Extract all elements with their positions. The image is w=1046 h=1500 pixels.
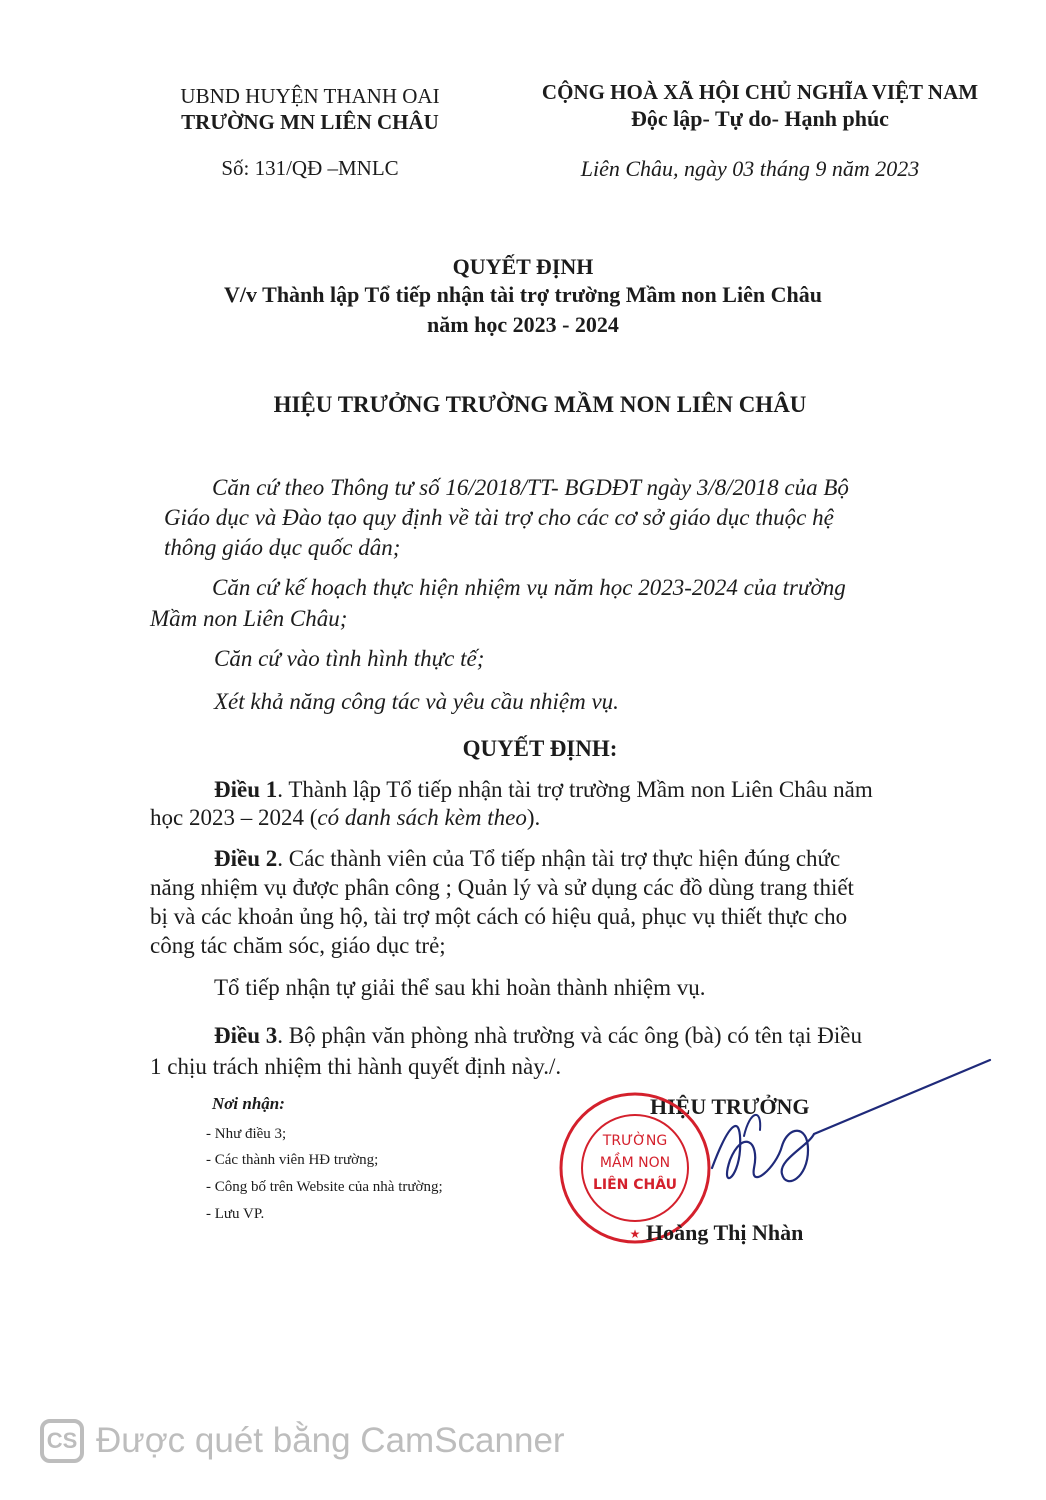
doc-title: QUYẾT ĐỊNH: [452, 254, 594, 279]
preamble-2-line-1: Căn cứ kế hoạch thực hiện nhiệm vụ năm học 2023-2024 của trường: [212, 575, 846, 600]
article-2-note: Tổ tiếp nhận tự giải thể sau khi hoàn thành nhiệm vụ.: [214, 975, 706, 1000]
article-2-line-1: [214, 843, 840, 874]
doc-subject-line-2: năm học 2023 - 2024: [427, 312, 619, 337]
svg-text:★: ★: [629, 1227, 641, 1241]
article-1-attachment-note: có danh sách kèm theo: [317, 805, 527, 830]
nation-line-2: Độc lập- Tự do- Hạnh phúc: [631, 106, 889, 131]
signatory-name: Hoàng Thị Nhàn: [646, 1220, 804, 1245]
signature-role: HIỆU TRƯỞNG: [650, 1094, 810, 1119]
camscanner-watermark: [40, 1413, 565, 1469]
preamble-4: Xét khả năng công tác và yêu cầu nhiệm vụ.: [214, 689, 619, 714]
article-1-line-2: [150, 802, 540, 833]
recipient-item: - Lưu VP.: [206, 1206, 265, 1222]
recipients-title: Nơi nhận:: [212, 1094, 285, 1113]
org-line-2: TRƯỜNG MN LIÊN CHÂU: [181, 110, 439, 134]
org-line-1: UBND HUYỆN THANH OAI: [180, 84, 440, 108]
article-3-label: Điều 3: [214, 1023, 278, 1048]
nation-line-1: CỘNG HOÀ XÃ HỘI CHỦ NGHĨA VIỆT NAM: [541, 80, 979, 104]
recipient-item: - Như điều 3;: [206, 1126, 287, 1142]
article-2-line-4: công tác chăm sóc, giáo dục trẻ;: [150, 933, 446, 958]
preamble-1-line-2: Giáo dục và Đào tạo quy định về tài trợ cho các cơ sở giáo dục thuộc hệ: [164, 505, 834, 530]
preamble-2-line-2: Mầm non Liên Châu;: [150, 606, 348, 631]
authority-heading: HIỆU TRƯỞNG TRƯỜNG MẦM NON LIÊN CHÂU: [273, 392, 807, 417]
handwritten-signature: [690, 1050, 1010, 1220]
article-1-label: Điều 1: [214, 777, 278, 802]
preamble-1-line-3: thông giáo dục quốc dân;: [164, 535, 401, 560]
article-1-line-1: [214, 774, 873, 805]
article-2-line-3: bị và các khoản ủng hộ, tài trợ một cách có hiệu quả, phục vụ thiết thực cho: [150, 904, 848, 929]
recipient-item: - Các thành viên HĐ trường;: [206, 1152, 379, 1168]
article-1-text: . Thành lập Tổ tiếp nhận tài trợ trường Mầm non Liên Châu năm: [277, 777, 873, 802]
doc-number: Số: 131/QĐ –MNLC: [221, 156, 399, 180]
doc-subject-line-1: V/v Thành lập Tổ tiếp nhận tài trợ trường Mầm non Liên Châu: [224, 282, 822, 307]
stamp-line-1: TRƯỜNG: [602, 1133, 668, 1149]
article-2-text: . Các thành viên của Tổ tiếp nhận tài trợ thực hiện đúng chức: [277, 846, 841, 871]
stamp-line-3: LIÊN CHÂU: [592, 1177, 678, 1193]
recipient-item: - Công bố trên Website của nhà trường;: [206, 1179, 443, 1195]
preamble-3: Căn cứ vào tình hình thực tế;: [214, 646, 485, 671]
stamp-line-2: MẦM NON: [599, 1155, 671, 1171]
camscanner-text: Được quét bằng CamScanner: [96, 1421, 565, 1460]
article-3-text: . Bộ phận văn phòng nhà trường và các ông (bà) có tên tại Điều: [277, 1023, 863, 1048]
place-date: Liên Châu, ngày 03 tháng 9 năm 2023: [580, 156, 920, 181]
article-2-line-2: năng nhiệm vụ được phân công ; Quản lý và sử dụng các đồ dùng trang thiết: [150, 875, 854, 900]
decision-heading: QUYẾT ĐỊNH:: [462, 736, 618, 761]
article-2-label: Điều 2: [214, 846, 278, 871]
article-1-text-2c: ).: [526, 805, 541, 830]
article-1-text-2a: học 2023 – 2024 (: [150, 805, 318, 830]
camscanner-logo-icon: CS: [40, 1419, 84, 1463]
article-3-line-2: 1 chịu trách nhiệm thi hành quyết định này./.: [150, 1054, 562, 1079]
preamble-1-line-1: Căn cứ theo Thông tư số 16/2018/TT- BGDĐT ngày 3/8/2018 của Bộ: [212, 475, 849, 500]
article-3-line-1: [214, 1020, 862, 1051]
